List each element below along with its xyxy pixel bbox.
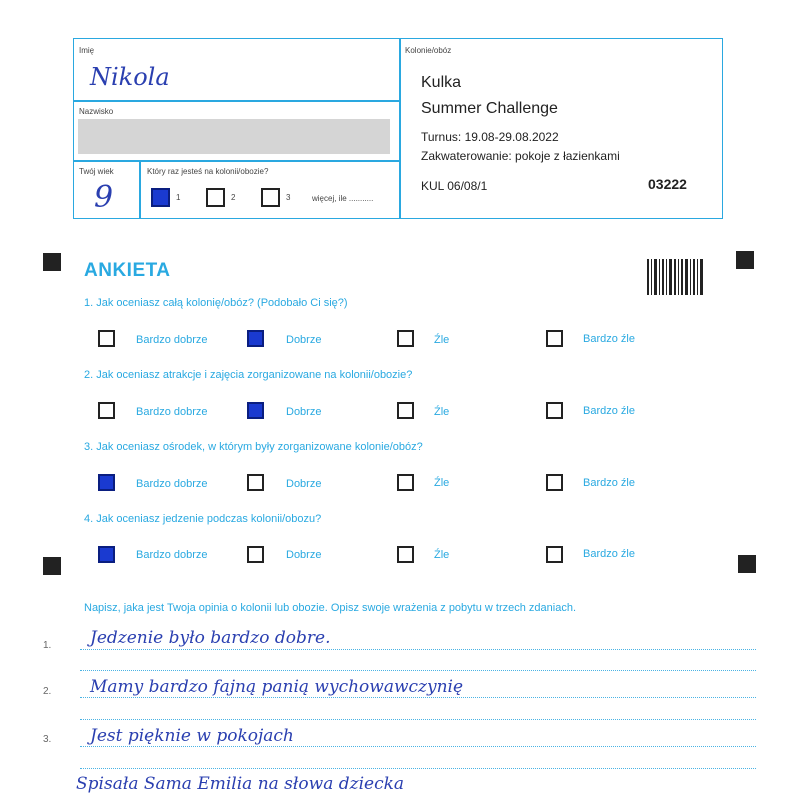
- option-label: Dobrze: [286, 478, 322, 490]
- turnus: Turnus: 19.08-29.08.2022: [421, 130, 559, 144]
- line-number: 1.: [43, 640, 52, 651]
- dotted-line: [80, 719, 756, 720]
- q3-option-bardzo-dobrze[interactable]: [98, 474, 115, 491]
- q3-option-zle[interactable]: [397, 474, 414, 491]
- q4-option-bardzo-zle[interactable]: [546, 546, 563, 563]
- q2-option-zle[interactable]: [397, 402, 414, 419]
- q2-option-dobrze[interactable]: [247, 402, 264, 419]
- header-divider: [139, 160, 141, 219]
- q1-option-bardzo-dobrze[interactable]: [98, 330, 115, 347]
- option-label: Bardzo źle: [583, 333, 635, 345]
- line-number: 2.: [43, 686, 52, 697]
- header-divider: [73, 100, 400, 102]
- line-number: 3.: [43, 734, 52, 745]
- dotted-line: [80, 649, 756, 650]
- wiek-value[interactable]: 9: [94, 180, 114, 215]
- option-label: Dobrze: [286, 549, 322, 561]
- q3-option-dobrze[interactable]: [247, 474, 264, 491]
- ktory-raz-checkbox-2[interactable]: [206, 188, 225, 207]
- option-label: Bardzo źle: [583, 405, 635, 417]
- ktory-raz-option: 2: [231, 193, 236, 202]
- opinion-prompt: Napisz, jaka jest Twoja opinia o kolonii lub obozie. Opisz swoje wrażenia z pobytu w trzech zdaniach.: [84, 602, 576, 614]
- dotted-line: [80, 746, 756, 747]
- registration-mark: [736, 251, 754, 269]
- question-text: 1. Jak oceniasz całą kolonię/obóz? (Podobało Ci się?): [84, 297, 348, 309]
- ktory-raz-option: 1: [176, 193, 181, 202]
- q2-option-bardzo-dobrze[interactable]: [98, 402, 115, 419]
- option-label: Źle: [434, 334, 450, 346]
- option-label: Bardzo dobrze: [136, 406, 208, 418]
- ktory-raz-label: Który raz jesteś na kolonii/obozie?: [147, 167, 269, 176]
- kolonia-program: Summer Challenge: [421, 100, 558, 117]
- opinion-answer-2[interactable]: Mamy bardzo fajną panią wychowawczynię: [90, 677, 464, 697]
- question-text: 2. Jak oceniasz atrakcje i zajęcia zorganizowane na kolonii/obozie?: [84, 369, 413, 381]
- q4-option-dobrze[interactable]: [247, 546, 264, 563]
- imie-value[interactable]: Nikola: [90, 63, 170, 91]
- option-label: Bardzo dobrze: [136, 334, 208, 346]
- registration-mark: [43, 557, 61, 575]
- q3-option-bardzo-zle[interactable]: [546, 474, 563, 491]
- imie-label: Imię: [79, 46, 95, 55]
- q1-option-zle[interactable]: [397, 330, 414, 347]
- registration-mark: [43, 253, 61, 271]
- question-text: 3. Jak oceniasz ośrodek, w którym były zorganizowane kolonie/obóz?: [84, 441, 423, 453]
- option-label: Dobrze: [286, 334, 322, 346]
- nazwisko-label: Nazwisko: [79, 107, 114, 116]
- option-label: Źle: [434, 477, 450, 489]
- dotted-line: [80, 768, 756, 769]
- option-label: Bardzo źle: [583, 477, 635, 489]
- q1-option-bardzo-zle[interactable]: [546, 330, 563, 347]
- survey-title: ANKIETA: [84, 260, 171, 281]
- numer: 03222: [648, 176, 687, 192]
- dotted-line: [80, 697, 756, 698]
- option-label: Bardzo dobrze: [136, 549, 208, 561]
- barcode: [647, 259, 703, 295]
- ktory-raz-option: 3: [286, 193, 291, 202]
- kolonia-label: Kolonie/obóz: [405, 46, 452, 55]
- opinion-answer-1[interactable]: Jedzenie było bardzo dobre.: [90, 628, 331, 648]
- opinion-footnote: Spisała Sama Emilia na słowa dziecka: [76, 774, 405, 794]
- kod: KUL 06/08/1: [421, 179, 488, 193]
- opinion-answer-3[interactable]: Jest pięknie w pokojach: [90, 726, 294, 746]
- option-label: Bardzo dobrze: [136, 478, 208, 490]
- ktory-raz-checkbox-3[interactable]: [261, 188, 280, 207]
- ktory-raz-checkbox-1[interactable]: [151, 188, 170, 207]
- q4-option-zle[interactable]: [397, 546, 414, 563]
- registration-mark: [738, 555, 756, 573]
- q2-option-bardzo-zle[interactable]: [546, 402, 563, 419]
- zakwaterowanie: Zakwaterowanie: pokoje z łazienkami: [421, 149, 620, 163]
- nazwisko-redacted-field[interactable]: [78, 119, 390, 154]
- dotted-line: [80, 670, 756, 671]
- question-text: 4. Jak oceniasz jedzenie podczas kolonii/obozu?: [84, 513, 322, 525]
- option-label: Źle: [434, 406, 450, 418]
- header-divider: [73, 160, 400, 162]
- ktory-raz-option-more: więcej, ile ...........: [312, 194, 374, 203]
- wiek-label: Twój wiek: [79, 167, 114, 176]
- option-label: Dobrze: [286, 406, 322, 418]
- kolonia-name: Kulka: [421, 74, 462, 91]
- q1-option-dobrze[interactable]: [247, 330, 264, 347]
- header-divider: [399, 38, 401, 219]
- option-label: Bardzo źle: [583, 548, 635, 560]
- option-label: Źle: [434, 549, 450, 561]
- q4-option-bardzo-dobrze[interactable]: [98, 546, 115, 563]
